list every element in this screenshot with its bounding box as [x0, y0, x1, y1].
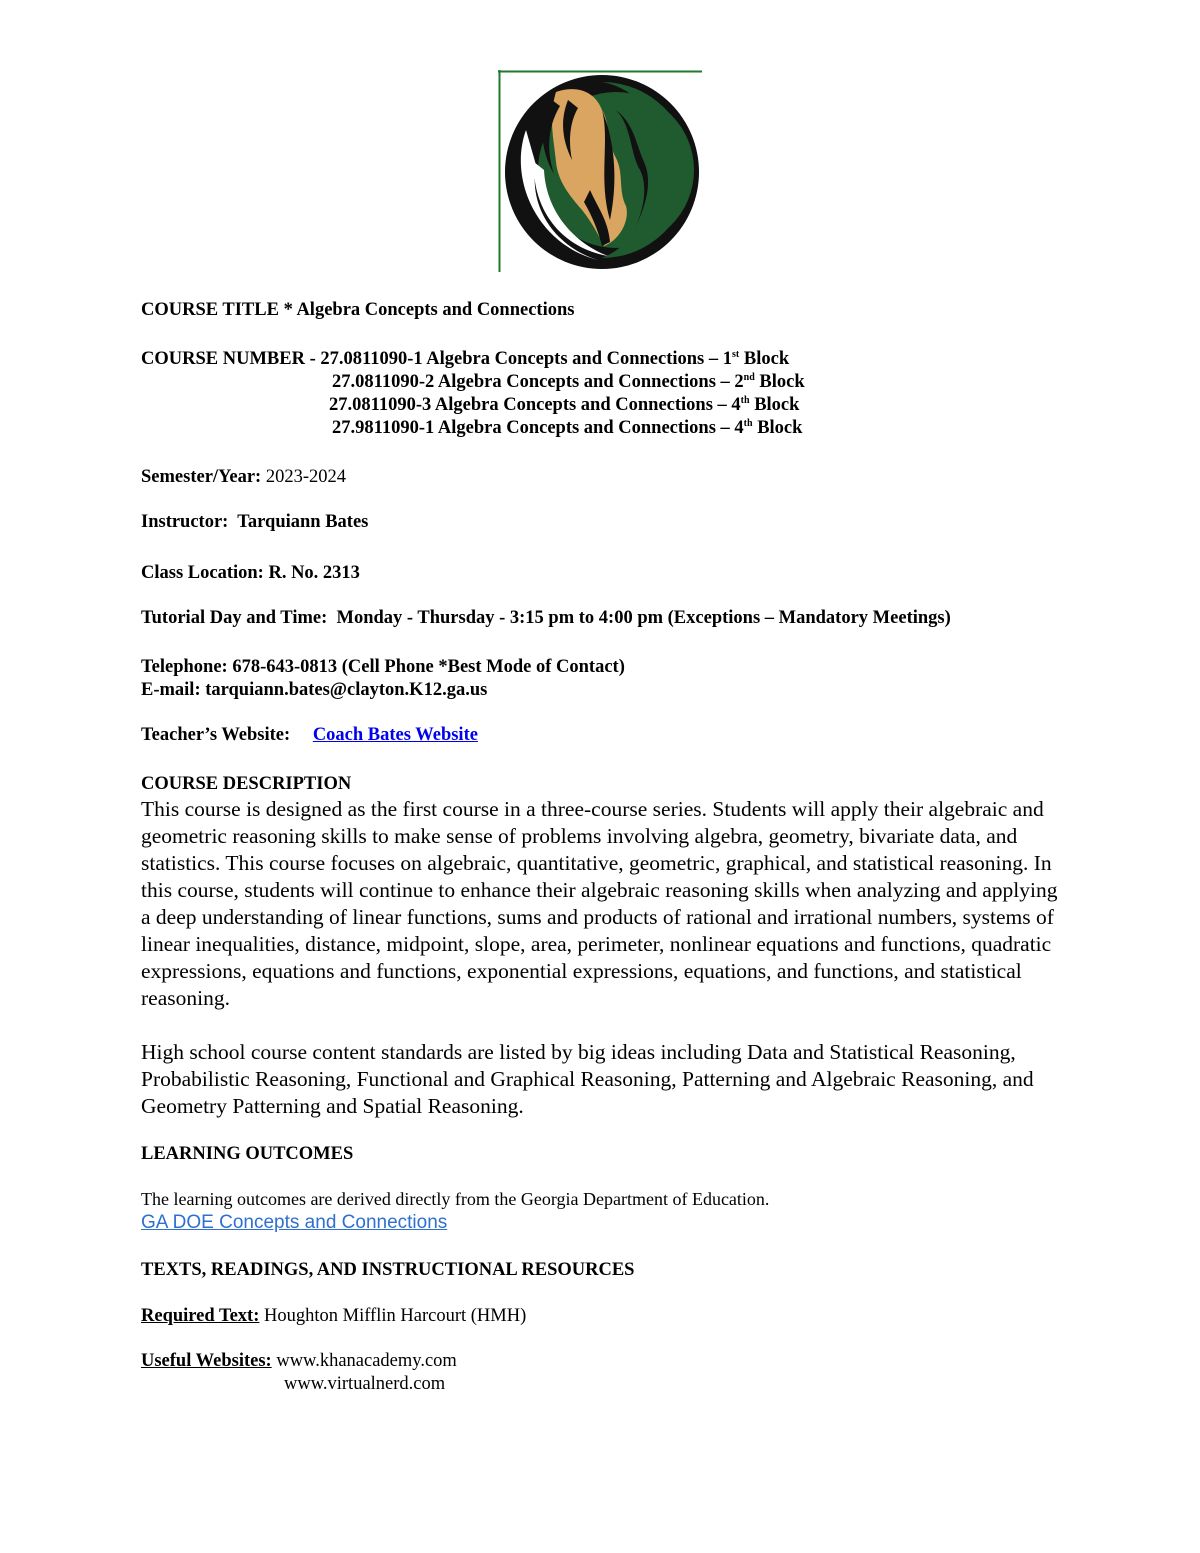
required-text-value: Houghton Mifflin Harcourt (HMH)	[264, 1306, 527, 1326]
instructor-name: Tarquiann Bates	[237, 512, 369, 532]
instructor-label: Instructor:	[141, 512, 229, 532]
course-description-paragraph-2: High school course content standards are listed by big ideas including Data and Statistical Reasoning, Probabilistic Reasoning, Functional and Graphical Reasoning, Patterning and Algebraic Reasoning, and Geometry Patterning and Spatial Reasoning.	[141, 1040, 1034, 1118]
class-location	[141, 562, 360, 584]
course-number	[141, 348, 789, 370]
course-title-value: Algebra Concepts and Connections	[296, 300, 575, 320]
course-number-entry-2: 27.0811090-2 Algebra Concepts and Connections – 2nd Block	[332, 371, 805, 392]
telephone-label: Telephone:	[141, 657, 228, 677]
school-logo	[498, 70, 702, 272]
semester-year	[141, 466, 346, 488]
course-number-label: COURSE NUMBER -	[141, 349, 316, 369]
email	[141, 679, 487, 701]
course-description-paragraph-1: This course is designed as the first course in a three-course series. Students will apply their algebraic and geometric reasoning skills to make sense of problems involving algebra, geometry, bivariate data, and statistics. This course focuses on algebraic, quantitative, geometric, graphical, and statistical reasoning. In this course, students will continue to enhance their algebraic reasoning skills when analyzing and applying a deep understanding of linear functions, sums and products of rational and irrational numbers, systems of linear inequalities, distance, midpoint, slope, area, perimeter, nonlinear equations and functions, quadratic expressions, equations and functions, exponential expressions, equations, and functions, and statistical reasoning.	[141, 797, 1058, 1010]
course-number-entry-3: 27.0811090-3 Algebra Concepts and Connections – 4th Block	[329, 394, 800, 415]
required-text-label: Required Text:	[141, 1306, 260, 1326]
useful-websites	[141, 1350, 457, 1372]
ga-doe-link[interactable]: GA DOE Concepts and Connections	[141, 1212, 448, 1233]
useful-site-2: www.virtualnerd.com	[284, 1374, 446, 1394]
course-description-body	[141, 796, 1066, 1012]
course-number-entry-1: 27.0811090-1 Algebra Concepts and Connections – 1st Block	[320, 348, 790, 369]
class-location-value: R. No. 2313	[268, 563, 360, 583]
tutorial-time	[141, 607, 951, 629]
semester-label: Semester/Year:	[141, 467, 262, 487]
mustang-logo-icon	[498, 70, 702, 272]
email-value: tarquiann.bates@clayton.K12.ga.us	[205, 680, 488, 700]
telephone	[141, 656, 625, 678]
course-description-heading: COURSE DESCRIPTION	[141, 774, 352, 794]
email-label: E-mail:	[141, 680, 201, 700]
semester-value: 2023-2024	[265, 467, 346, 487]
tutorial-label: Tutorial Day and Time:	[141, 608, 328, 628]
course-title	[141, 299, 574, 321]
teacher-website	[141, 724, 478, 746]
telephone-value: 678-643-0813 (Cell Phone *Best Mode of Contact)	[232, 657, 625, 677]
useful-site-1: www.khanacademy.com	[276, 1351, 457, 1371]
required-text	[141, 1305, 526, 1327]
website-label: Teacher’s Website:	[141, 725, 291, 745]
course-description-standards	[141, 1039, 1066, 1120]
texts-resources-heading: TEXTS, READINGS, AND INSTRUCTIONAL RESOURCES	[141, 1260, 635, 1280]
course-number-entry-4: 27.9811090-1 Algebra Concepts and Connections – 4th Block	[332, 417, 803, 438]
learning-outcomes-heading: LEARNING OUTCOMES	[141, 1144, 354, 1164]
class-location-label: Class Location:	[141, 563, 264, 583]
useful-websites-label: Useful Websites:	[141, 1351, 272, 1371]
coach-bates-website-link[interactable]: Coach Bates Website	[312, 725, 478, 745]
course-title-label: COURSE TITLE *	[141, 300, 293, 320]
instructor	[141, 511, 368, 533]
learning-outcomes-text: The learning outcomes are derived directly from the Georgia Department of Education.	[141, 1189, 770, 1209]
tutorial-value: Monday - Thursday - 3:15 pm to 4:00 pm (Exceptions – Mandatory Meetings)	[336, 608, 951, 628]
